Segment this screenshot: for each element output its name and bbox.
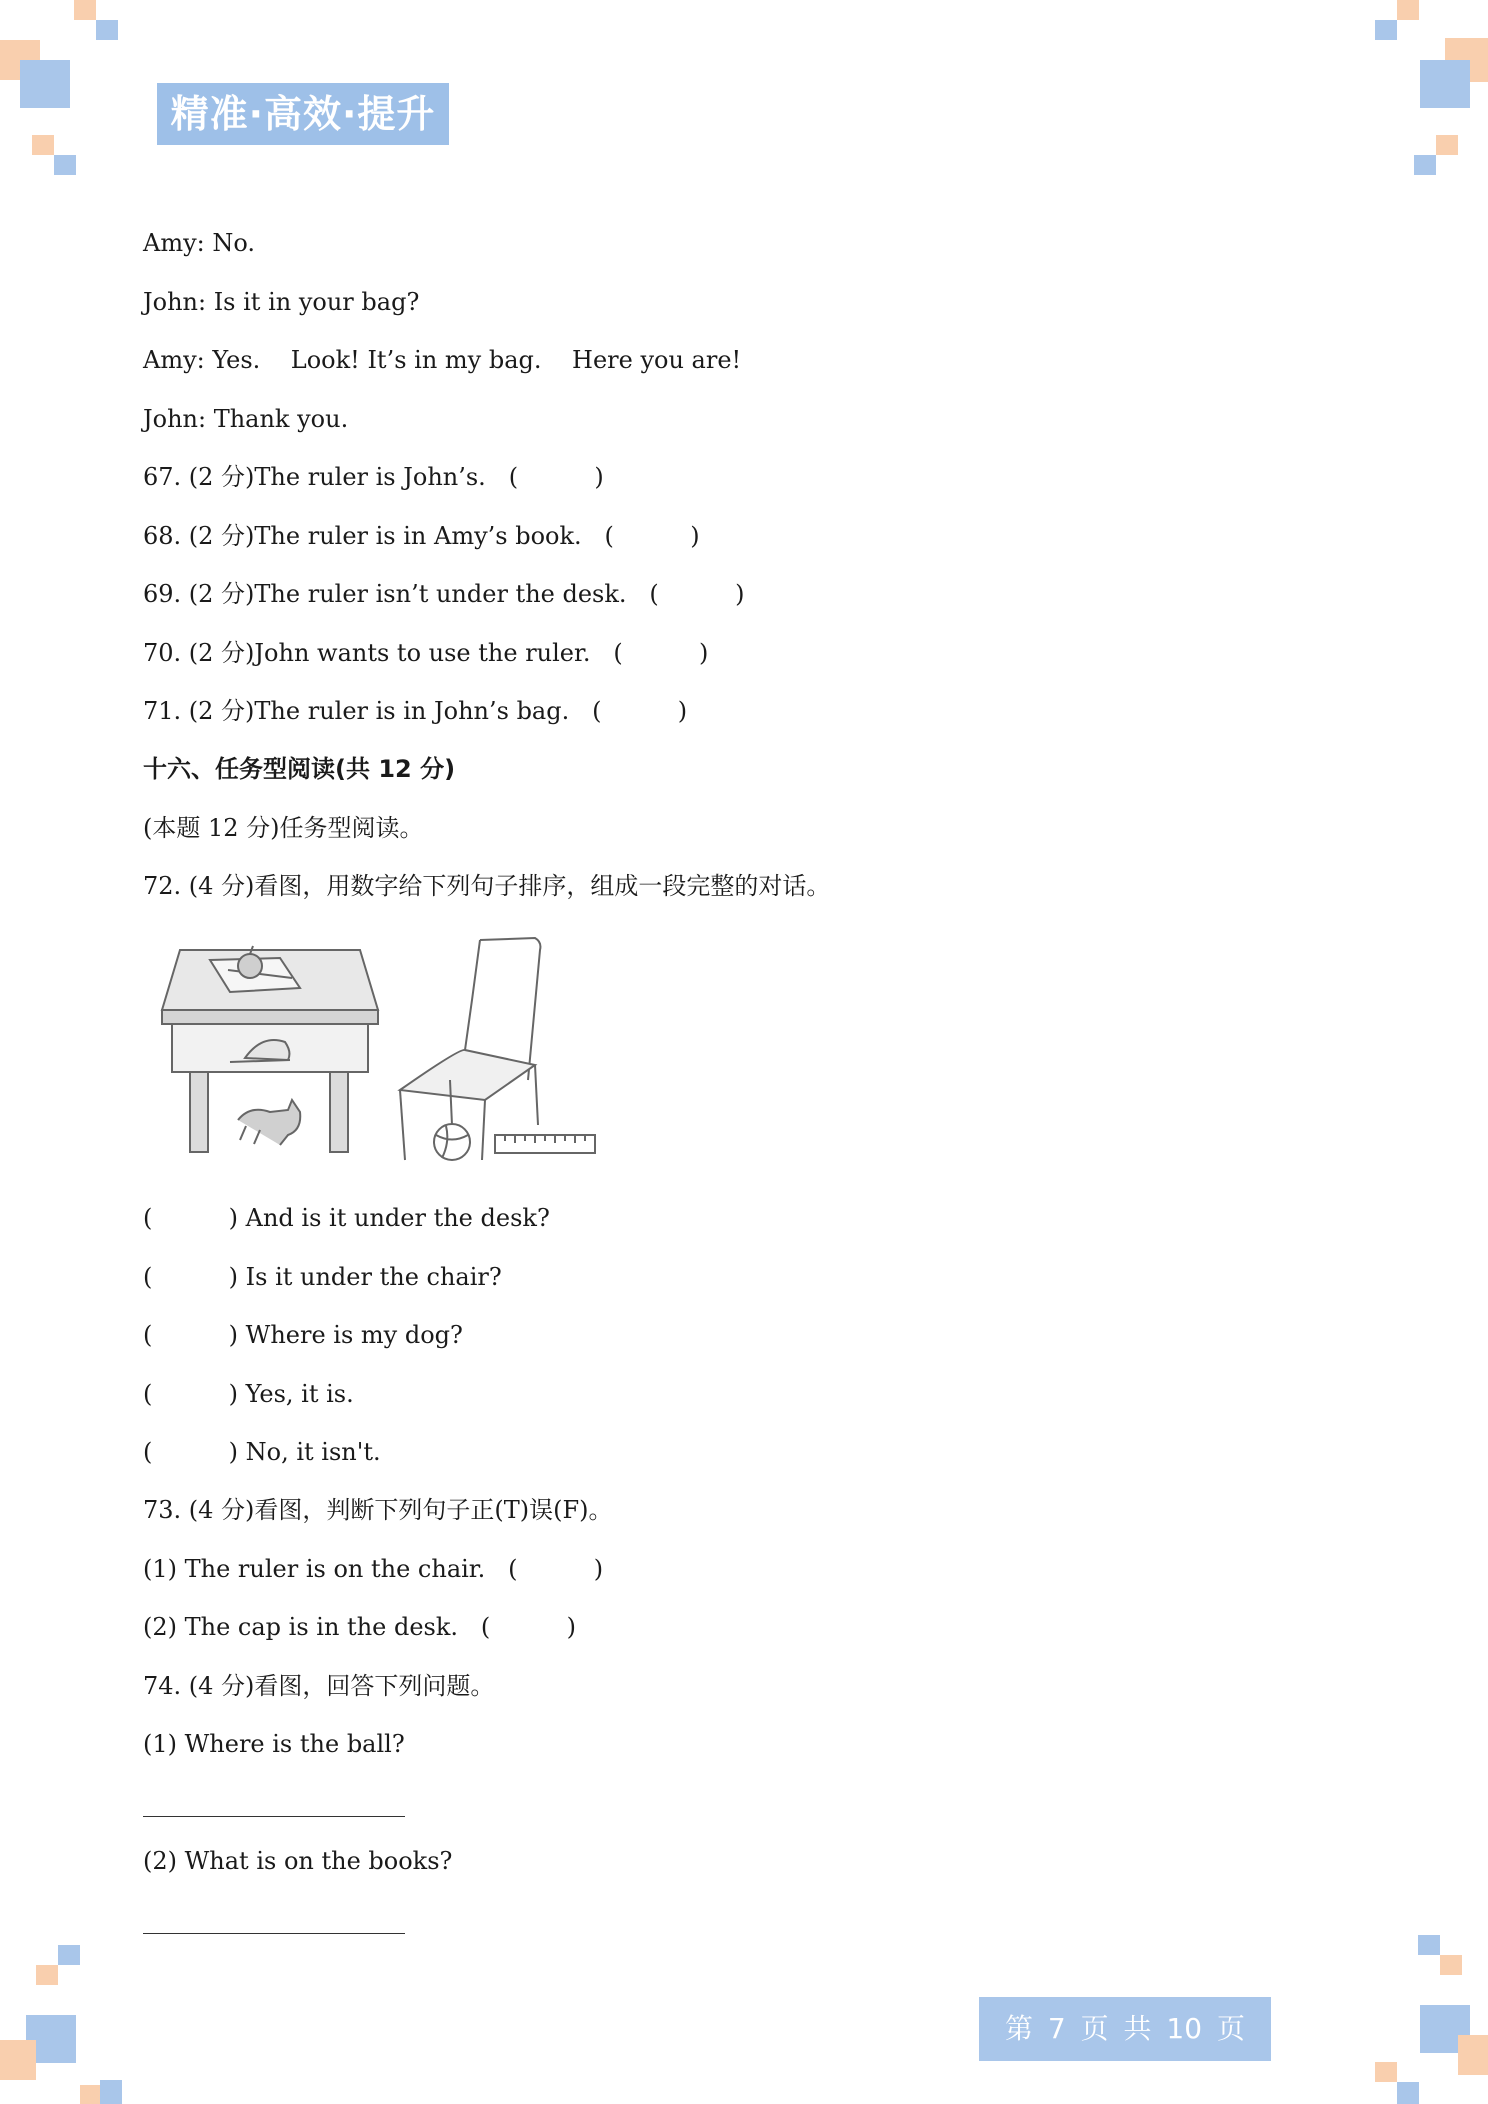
tf-item: (2) The cap is in the desk. ( )	[143, 1613, 576, 1641]
section-intro: (本题 12 分)任务型阅读。	[143, 814, 424, 842]
dialogue-line: John: Is it in your bag?	[143, 288, 420, 316]
header-banner: 精准·高效·提升	[157, 83, 449, 145]
tf-item: (1) The ruler is on the chair. ( )	[143, 1555, 604, 1583]
decor-square	[20, 60, 70, 108]
decor-square	[36, 1965, 58, 1985]
decor-square	[100, 2080, 122, 2104]
page-number: 第 7 页 共 10 页	[979, 1997, 1271, 2061]
ordering-item: ( ) Where is my dog?	[143, 1321, 463, 1349]
decor-square	[1458, 2035, 1488, 2075]
decor-square	[1418, 1935, 1440, 1955]
question-71: 71. (2 分)The ruler is in John’s bag. ( )	[143, 697, 688, 725]
answer-blank[interactable]	[143, 1933, 405, 1934]
decor-square	[1375, 20, 1397, 40]
decor-square	[1397, 0, 1419, 20]
decor-square	[80, 2085, 102, 2104]
dialogue-line: Amy: Yes. Look! It’s in my bag. Here you are!	[143, 346, 742, 374]
question-68: 68. (2 分)The ruler is in Amy’s book. ( )	[143, 522, 700, 550]
decor-square	[1436, 135, 1458, 155]
decor-square	[0, 2040, 36, 2080]
decor-square	[1414, 155, 1436, 175]
decor-square	[1375, 2062, 1397, 2082]
question-69: 69. (2 分)The ruler isn’t under the desk. ( )	[143, 580, 745, 608]
ordering-item: ( ) Yes, it is.	[143, 1380, 354, 1408]
answer-question: (1) Where is the ball?	[143, 1730, 405, 1758]
question-72-prompt: 72. (4 分)看图，用数字给下列句子排序，组成一段完整的对话。	[143, 872, 831, 900]
section-heading: 十六、任务型阅读(共 12 分)	[143, 755, 456, 783]
question-74-prompt: 74. (4 分)看图，回答下列问题。	[143, 1672, 495, 1700]
ordering-item: ( ) Is it under the chair?	[143, 1263, 502, 1291]
decor-square	[1420, 60, 1470, 108]
question-67: 67. (2 分)The ruler is John’s. ( )	[143, 463, 604, 491]
answer-blank[interactable]	[143, 1816, 405, 1817]
decor-square	[74, 0, 96, 20]
question-73-prompt: 73. (4 分)看图，判断下列句子正(T)误(F)。	[143, 1496, 613, 1524]
dialogue-line: Amy: No.	[143, 229, 256, 257]
answer-question: (2) What is on the books?	[143, 1847, 453, 1875]
decor-square	[54, 155, 76, 175]
decor-square	[1440, 1955, 1462, 1975]
dialogue-line: John: Thank you.	[143, 405, 349, 433]
ordering-item: ( ) And is it under the desk?	[143, 1204, 550, 1232]
decor-square	[32, 135, 54, 155]
decor-square	[58, 1945, 80, 1965]
decor-square	[96, 20, 118, 40]
question-70: 70. (2 分)John wants to use the ruler. ( )	[143, 639, 709, 667]
desk-chair-illustration	[150, 930, 610, 1170]
decor-square	[1397, 2082, 1419, 2104]
ordering-item: ( ) No, it isn't.	[143, 1438, 381, 1466]
